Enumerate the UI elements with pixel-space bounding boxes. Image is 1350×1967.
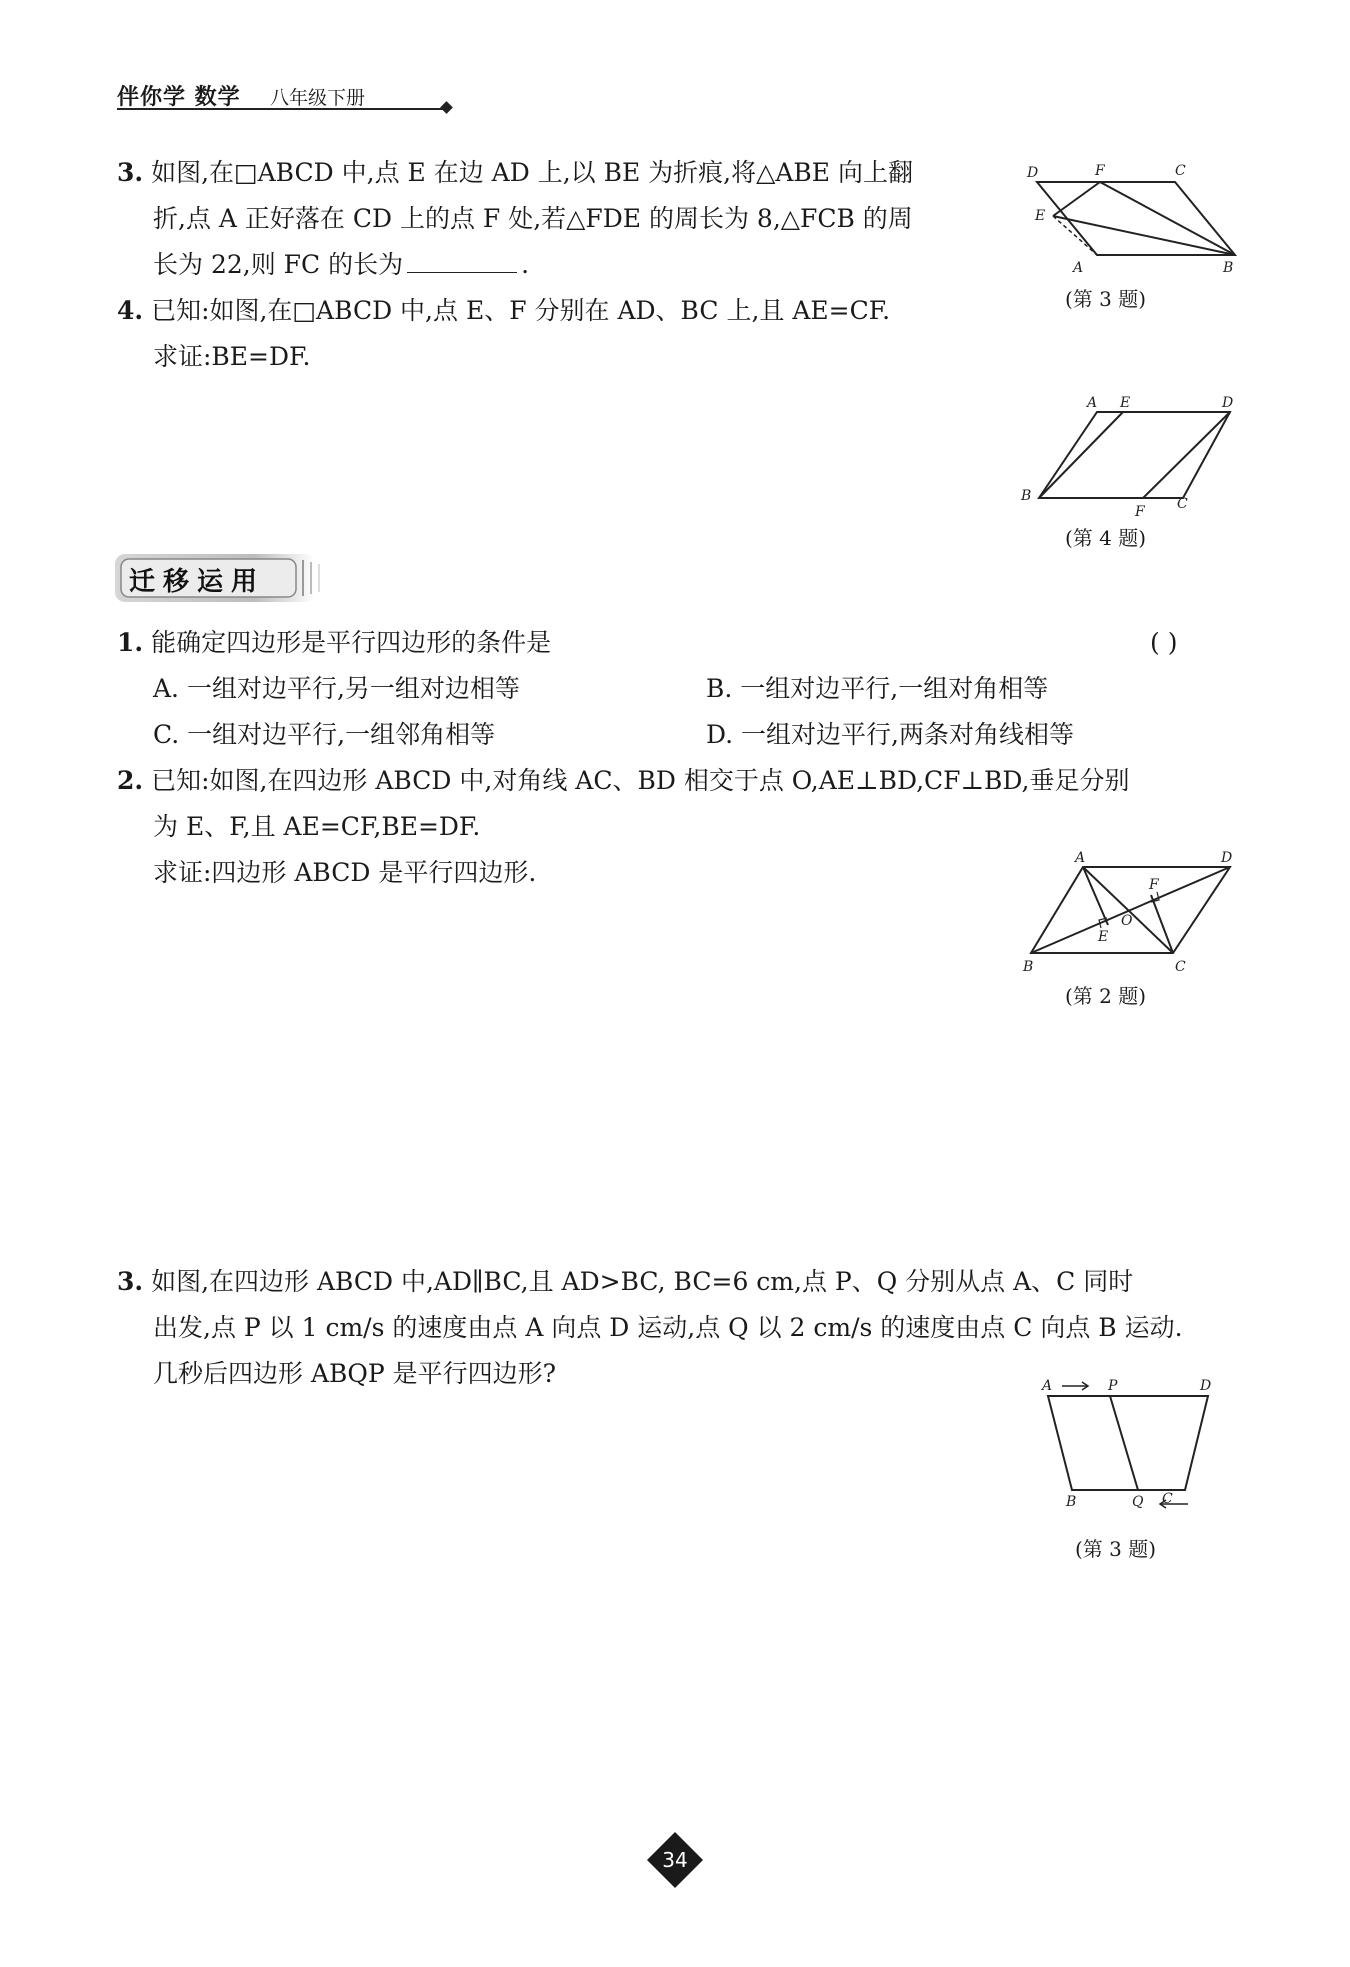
- label-O: O: [1121, 913, 1133, 929]
- figure-problem-4: [1015, 390, 1245, 520]
- problem-number: 2.: [117, 766, 144, 795]
- label-D: D: [1200, 1378, 1212, 1394]
- problem-text: 如图,在四边形 ABCD 中,AD∥BC,且 AD>BC, BC=6 cm,点 P、Q 分别从点 A、C 同时: [151, 1267, 1134, 1296]
- label-P: P: [1108, 1378, 1118, 1394]
- answer-paren: ( ): [1150, 628, 1178, 657]
- problem-number: 1.: [117, 628, 144, 657]
- problem-3-line-3: [153, 248, 529, 282]
- label-C: C: [1162, 1491, 1173, 1507]
- label-D: D: [1222, 395, 1234, 411]
- book-title: 伴你学 数学: [117, 85, 241, 110]
- figure-caption: (第 2 题): [1065, 984, 1147, 1008]
- problem-text: 长为 22,则 FC 的长为: [153, 250, 404, 279]
- book-grade: 八年级下册: [270, 87, 366, 109]
- problem-text: 已知:如图,在□ABCD 中,点 E、F 分别在 AD、BC 上,且 AE=CF.: [151, 296, 891, 325]
- section-title: 迁移运用: [129, 567, 266, 597]
- label-E: E: [1035, 208, 1046, 224]
- answer-blank: [407, 248, 517, 273]
- label-B: B: [1021, 488, 1032, 504]
- problem-3b-line-3: 几秒后四边形 ABQP 是平行四边形?: [153, 1359, 557, 1388]
- figure-caption: (第 4 题): [1065, 526, 1147, 550]
- diamond-icon: [440, 101, 453, 114]
- label-E: E: [1120, 395, 1131, 411]
- label-E: E: [1098, 929, 1109, 945]
- label-B: B: [1023, 959, 1034, 975]
- section-banner: [115, 554, 335, 602]
- problem-1-stem: [117, 626, 551, 660]
- problem-2-line-2: 为 E、F,且 AE=CF,BE=DF.: [153, 812, 481, 841]
- figure-caption: (第 3 题): [1075, 1537, 1157, 1561]
- label-F: F: [1095, 163, 1105, 179]
- problem-2-line-3: 求证:四边形 ABCD 是平行四边形.: [153, 858, 537, 887]
- label-D: D: [1027, 165, 1039, 181]
- label-D: D: [1221, 850, 1233, 866]
- figure-caption: (第 3 题): [1065, 287, 1147, 311]
- label-C: C: [1175, 163, 1186, 179]
- problem-4-line-2: 求证:BE=DF.: [153, 342, 311, 371]
- problem-number: 3.: [117, 1267, 144, 1296]
- label-C: C: [1177, 496, 1188, 512]
- figure-problem-3-top: [1025, 160, 1245, 280]
- label-A: A: [1087, 395, 1098, 411]
- problem-3b-line-1: [117, 1265, 1133, 1299]
- label-A: A: [1042, 1378, 1053, 1394]
- problem-3-line-2: 折,点 A 正好落在 CD 上的点 F 处,若△FDE 的周长为 8,△FCB 的周: [153, 204, 913, 233]
- problem-3-line-1: [117, 156, 913, 190]
- page-number: 34: [662, 1848, 688, 1872]
- problem-number: 3.: [117, 158, 144, 187]
- problem-2-line-1: [117, 764, 1130, 798]
- label-F: F: [1149, 877, 1159, 893]
- problem-4-line-1: [117, 294, 890, 328]
- label-A: A: [1075, 850, 1086, 866]
- label-B: B: [1223, 260, 1234, 276]
- option-c: C. 一组对边平行,一组邻角相等: [153, 720, 496, 749]
- label-C: C: [1175, 959, 1186, 975]
- figure-problem-3-bottom: [1030, 1370, 1250, 1520]
- option-a: A. 一组对边平行,另一组对边相等: [153, 674, 520, 703]
- option-d: D. 一组对边平行,两条对角线相等: [706, 720, 1074, 749]
- option-b: B. 一组对边平行,一组对角相等: [706, 674, 1049, 703]
- problem-text: 能确定四边形是平行四边形的条件是: [151, 628, 552, 657]
- problem-3b-line-2: 出发,点 P 以 1 cm/s 的速度由点 A 向点 D 运动,点 Q 以 2 cm/s 的速度由点 C 向点 B 运动.: [153, 1313, 1183, 1342]
- label-F: F: [1135, 504, 1145, 520]
- label-A: A: [1073, 260, 1084, 276]
- figure-problem-2: [1015, 845, 1245, 975]
- problem-text: 如图,在□ABCD 中,点 E 在边 AD 上,以 BE 为折痕,将△ABE 向上翻: [151, 158, 913, 187]
- label-B: B: [1066, 1494, 1077, 1510]
- label-Q: Q: [1132, 1494, 1144, 1510]
- page-number-badge: [645, 1830, 705, 1890]
- problem-number: 4.: [117, 296, 144, 325]
- problem-text: .: [521, 250, 530, 279]
- problem-text: 已知:如图,在四边形 ABCD 中,对角线 AC、BD 相交于点 O,AE⊥BD,CF⊥BD,垂足分别: [151, 766, 1130, 795]
- header-rule: [117, 108, 447, 110]
